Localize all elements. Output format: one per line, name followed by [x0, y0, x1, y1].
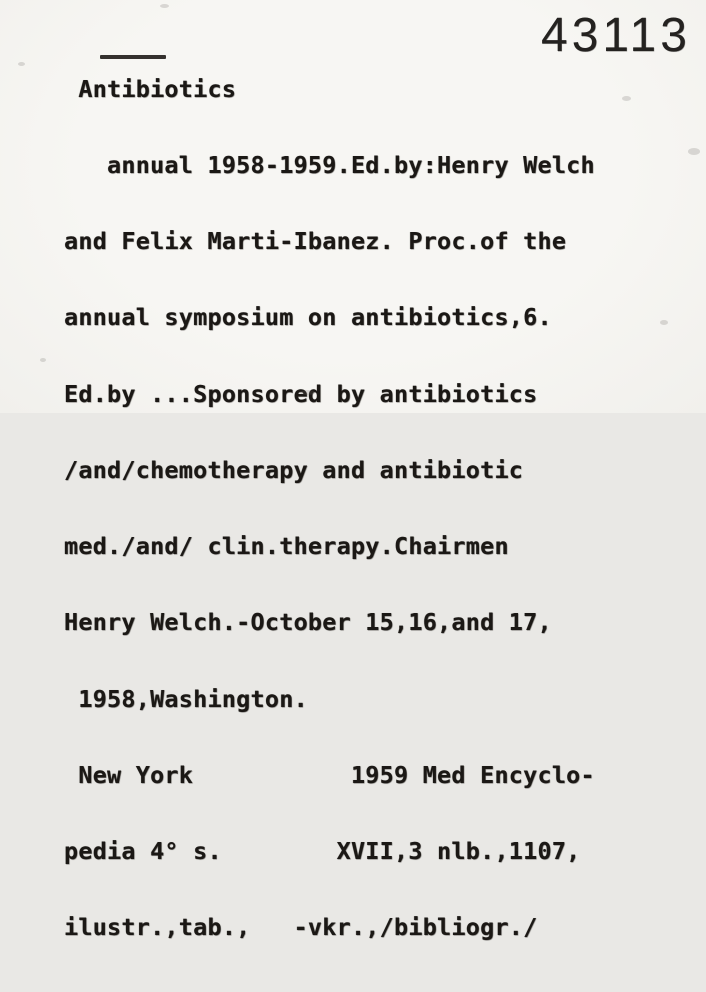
scan-speckle: [660, 320, 668, 325]
text-line: med./and/ clin.therapy.Chairmen: [64, 532, 509, 561]
text-line: /and/chemotherapy and antibiotic: [64, 455, 524, 484]
collation-line: ilustr.,tab., -vkr.,/bibliogr./: [64, 913, 538, 942]
text-line: and Felix Marti-Ibanez. Proc.of the: [64, 227, 567, 256]
heading-line: Antibiotics: [64, 74, 237, 103]
scan-speckle: [300, 390, 315, 395]
scan-speckle: [622, 96, 631, 101]
scan-speckle: [688, 148, 700, 155]
imprint-line: New York 1959 Med Encyclo-: [64, 760, 595, 789]
typewritten-text-block: [64, 26, 595, 991]
title-line: annual 1958-1959.Ed.by:Henry Welch: [64, 151, 595, 180]
scan-speckle: [40, 358, 46, 362]
text-line: annual symposium on antibiotics,6.: [64, 303, 552, 332]
scan-speckle: [160, 4, 169, 8]
scan-speckle: [18, 62, 25, 66]
accession-number: 43113: [541, 9, 691, 62]
text-line: 1958,Washington.: [64, 684, 308, 713]
text-line: Ed.by ...Sponsored by antibiotics: [64, 379, 538, 408]
collation-line: pedia 4° s. XVII,3 nlb.,1107,: [64, 837, 581, 865]
text-line: Henry Welch.-October 15,16,and 17,: [64, 608, 552, 637]
